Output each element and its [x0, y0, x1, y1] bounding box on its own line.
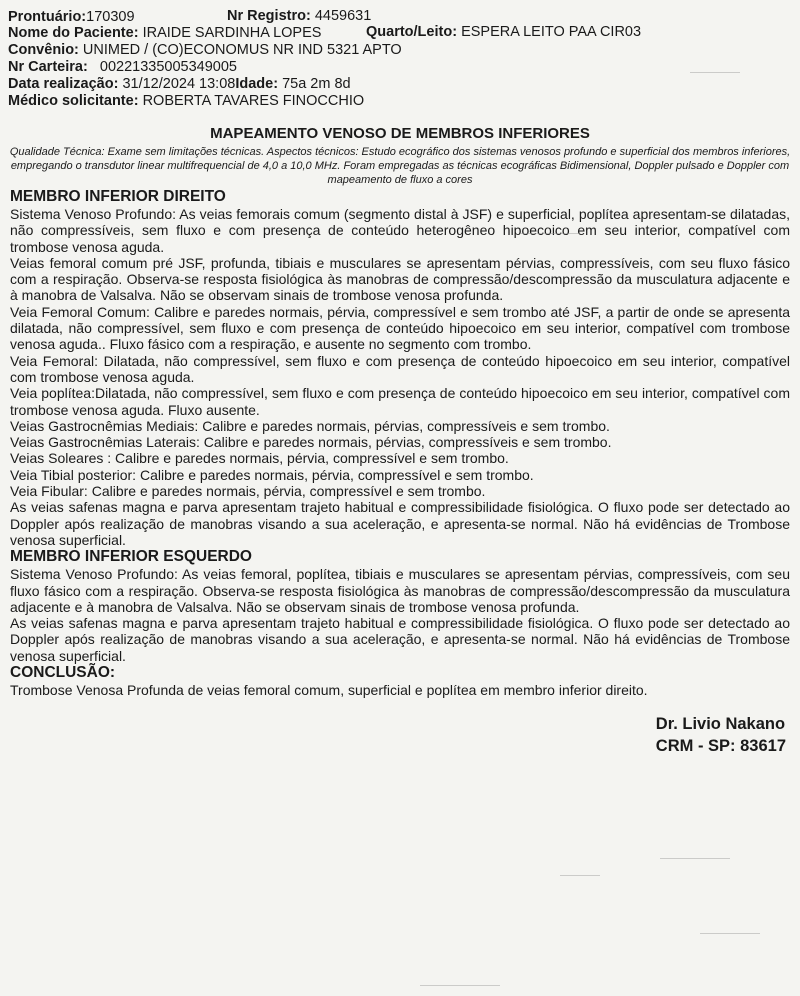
finding-paragraph: Veias femoral comum pré JSF, profunda, tibiais e musculares se apresentam pérvias, compressíveis, com seu fluxo fásico com a respiração. Observa-se resposta fisiológica às manobras de compressão/descompressão da musculatura adjacente e à manobra de Valsalva. Não se observam sinais de trombose venosa profunda.: [10, 254, 790, 304]
finding-paragraph: Sistema Venoso Profundo: As veias femorais comum (segmento distal à JSF) e superficial, poplítea apresentam-se dilatadas, não compressíveis, sem fluxo e com presença de conteúdo heterogêneo hipoecoico em seu interior, compatível com trombose venosa aguda.: [10, 206, 790, 255]
finding-paragraph: Veia Fibular: Calibre e paredes normais, pérvia, compressível e sem trombo.: [10, 483, 486, 500]
convenio-label: Convênio:: [8, 42, 79, 58]
paciente-field: [8, 25, 321, 41]
conclusion-heading: CONCLUSÃO:: [10, 664, 116, 682]
finding-paragraph: Veias Gastrocnêmias Laterais: Calibre e paredes normais, pérvias, compressíveis e sem trombo.: [10, 434, 612, 451]
finding-paragraph: Veia Femoral Comum: Calibre e paredes normais, pérvia, compressível e sem trombo até JSF, a partir de onde se apresenta dilatada, não compressível, sem fluxo e com presença de conteúdo hipoecoico em seu interior, compatível com trombose venosa aguda.. Fluxo fásico com a respiração, e ausente no segmento com trombo.: [10, 303, 790, 353]
data-value: 31/12/2024 13:08: [122, 76, 236, 92]
carteira-label: Nr Carteira:: [8, 59, 88, 75]
left-limb-findings: [10, 566, 790, 664]
registro-label: Nr Registro:: [227, 8, 311, 24]
prontuario-field: [8, 9, 135, 25]
idade-label: Idade:: [235, 76, 279, 92]
quarto-label: Quarto/Leito:: [366, 24, 458, 40]
finding-paragraph: Veia poplítea:Dilatada, não compressível, sem fluxo e com presença de conteúdo hipoecoico em seu interior, compatível com trombose venosa aguda. Fluxo ausente.: [10, 385, 790, 418]
data-label: Data realização:: [8, 76, 119, 92]
report-body: [10, 188, 790, 698]
convenio-value: UNIMED / (CO)ECONOMUS NR IND 5321 APTO: [82, 42, 402, 58]
prontuario-value: 170309: [86, 9, 135, 25]
registro-value: 4459631: [314, 8, 372, 24]
prontuario-label: Prontuário:: [8, 9, 87, 25]
finding-paragraph: Veia Tibial posterior: Calibre e paredes normais, pérvia, compressível e sem trombo.: [10, 466, 534, 483]
paciente-value: IRAIDE SARDINHA LOPES: [142, 25, 322, 41]
finding-paragraph: Veia Femoral: Dilatada, não compressível, sem fluxo e com presença de conteúdo hipoecoico em seu interior, compatível com trombose venosa aguda.: [10, 352, 790, 385]
data-field: [8, 76, 351, 92]
right-limb-findings: [10, 206, 790, 548]
scan-artifact: [420, 985, 500, 986]
finding-paragraph: Sistema Venoso Profundo: As veias femoral, poplítea, tibiais e musculares se apresentam pérvias, compressíveis, com seu fluxo fásico com a respiração. Observa-se resposta fisiológica às manobras de compressão/descompressão da musculatura adjacente e à manobra de Valsalva. Não se observam sinais de trombose venosa profunda.: [10, 566, 790, 615]
doctor-crm: CRM - SP: 83617: [655, 737, 786, 755]
finding-paragraph: As veias safenas magna e parva apresentam trajeto habitual e compressibilidade fisiológica. O fluxo pode ser detectado ao Doppler após realização de manobras visando a sua aceleração, e apresenta-se normal. Não há evidências de Trombose venosa superficial.: [10, 499, 790, 548]
scan-artifact: [690, 72, 740, 73]
paciente-label: Nome do Paciente:: [8, 25, 139, 41]
left-limb-heading: MEMBRO INFERIOR ESQUERDO: [10, 548, 252, 566]
scan-artifact: [700, 933, 760, 934]
report-title: MAPEAMENTO VENOSO DE MEMBROS INFERIORES: [210, 125, 590, 142]
scan-artifact: [520, 233, 580, 234]
convenio-field: [8, 42, 402, 58]
signature-block: [656, 713, 786, 757]
finding-paragraph: Veias Soleares : Calibre e paredes normais, pérvia, compressível e sem trombo.: [10, 450, 509, 467]
idade-value: 75a 2m 8d: [282, 76, 351, 92]
conclusion-text: Trombose Venosa Profunda de veias femoral comum, superficial e poplítea em membro inferior direito.: [10, 682, 648, 699]
finding-paragraph: Veias Gastrocnêmias Mediais: Calibre e paredes normais, pérvias, compressíveis e sem trombo.: [10, 417, 610, 434]
finding-paragraph: As veias safenas magna e parva apresentam trajeto habitual e compressibilidade fisiológica. O fluxo pode ser detectado ao Doppler após realização de manobras visando a sua aceleração, e apresenta-se normal. Não há evidências de Trombose venosa superficial.: [10, 615, 790, 664]
medico-value: ROBERTA TAVARES FINOCCHIO: [142, 93, 365, 109]
carteira-field: [8, 59, 237, 75]
carteira-value: 00221335005349005: [99, 59, 237, 75]
doctor-name: Dr. Livio Nakano: [655, 715, 786, 733]
medico-field: [8, 93, 364, 109]
technical-quality-note: Qualidade Técnica: Exame sem limitações técnicas. Aspectos técnicos: Estudo ecográfico dos sistemas venosos profundo e superficial dos membros inferiores, empregando o transdutor linear multifrequencial de 4,0 a 10,0 MHz. Foram empregadas as técnicas ecográficas Bidimensional, Doppler pulsado e Doppler com mapeamento de fluxo a cores: [9, 146, 791, 186]
scan-artifact: [660, 858, 730, 859]
right-limb-heading: MEMBRO INFERIOR DIREITO: [10, 188, 226, 205]
registro-field: [227, 8, 371, 24]
quarto-field: [366, 24, 641, 40]
medico-label: Médico solicitante:: [8, 93, 139, 109]
scan-artifact: [560, 875, 600, 876]
quarto-value: ESPERA LEITO PAA CIR03: [461, 24, 642, 40]
